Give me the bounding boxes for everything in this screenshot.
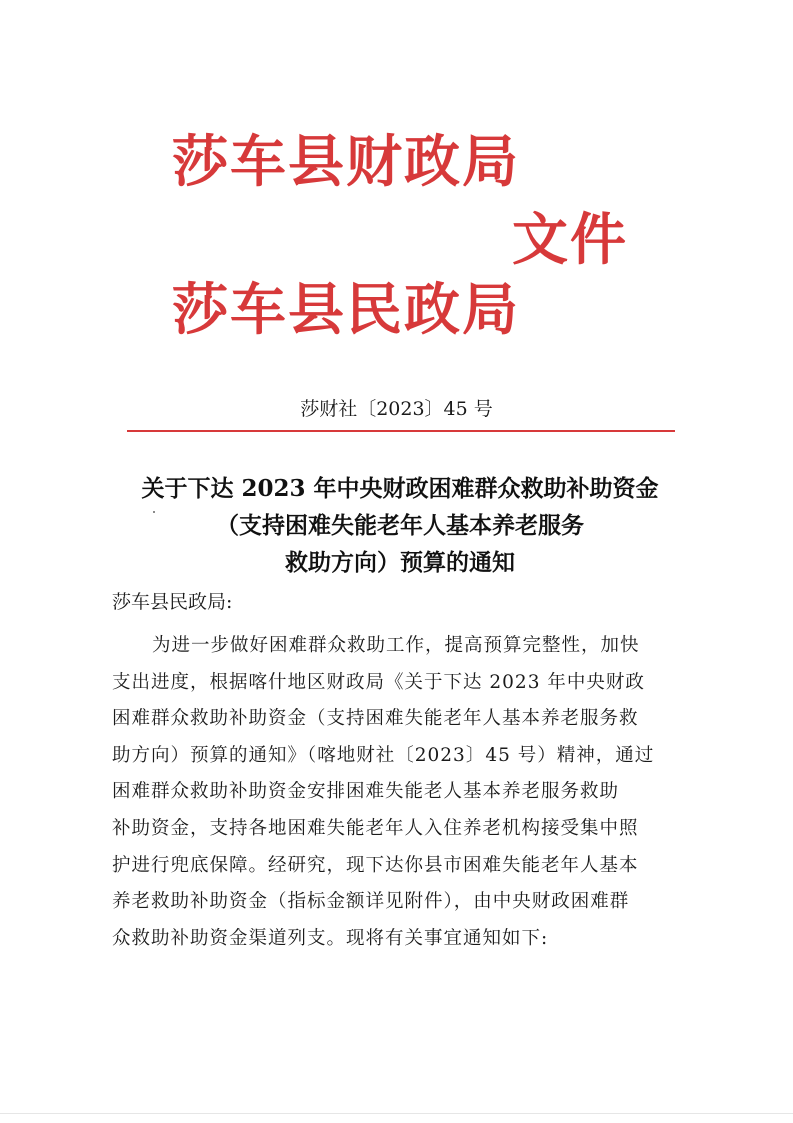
body-paragraph — [112, 628, 690, 957]
body-line: 护进行兜底保障。经研究，现下达你县市困难失能老年人基本 — [112, 854, 639, 876]
scan-speck — [153, 511, 155, 513]
document-marker: 文件 — [512, 208, 628, 273]
body-line: 补助资金，支持各地困难失能老年人入住养老机构接受集中照 — [112, 817, 639, 839]
issuer-finance-bureau: 莎车县财政局 — [172, 130, 520, 195]
body-line: 支出进度，根据喀什地区财政局《关于下达 2023 年中央财政 — [112, 671, 645, 693]
body-line: 众救助补助资金渠道列支。现将有关事宜通知如下: — [112, 927, 549, 949]
red-divider-line — [127, 430, 675, 432]
body-line: 助方向）预算的通知》（喀地财社〔2023〕45 号）精神，通过 — [112, 744, 655, 766]
body-line: 困难群众救助补助资金（支持困难失能老年人基本养老服务救 — [112, 708, 639, 730]
title-line: （支持困难失能老年人基本养老服务 — [216, 512, 584, 539]
body-line: 困难群众救助补助资金安排困难失能老人基本养老服务救助 — [112, 781, 620, 803]
salutation: 莎车县民政局: — [112, 591, 233, 613]
body-line: 为进一步做好困难群众救助工作，提高预算完整性，加快 — [152, 635, 640, 656]
document-number: 莎财社〔2023〕45 号 — [300, 398, 493, 420]
body-line: 养老救助补助资金（指标金额详见附件），由中央财政困难群 — [112, 891, 630, 913]
title-line: 关于下达 2023 年中央财政困难群众救助补助资金 — [141, 475, 659, 502]
title-line: 救助方向）预算的通知 — [285, 549, 515, 576]
document-title — [100, 470, 700, 581]
scan-edge-line — [0, 1113, 793, 1114]
issuer-civil-affairs-bureau: 莎车县民政局 — [172, 278, 520, 343]
